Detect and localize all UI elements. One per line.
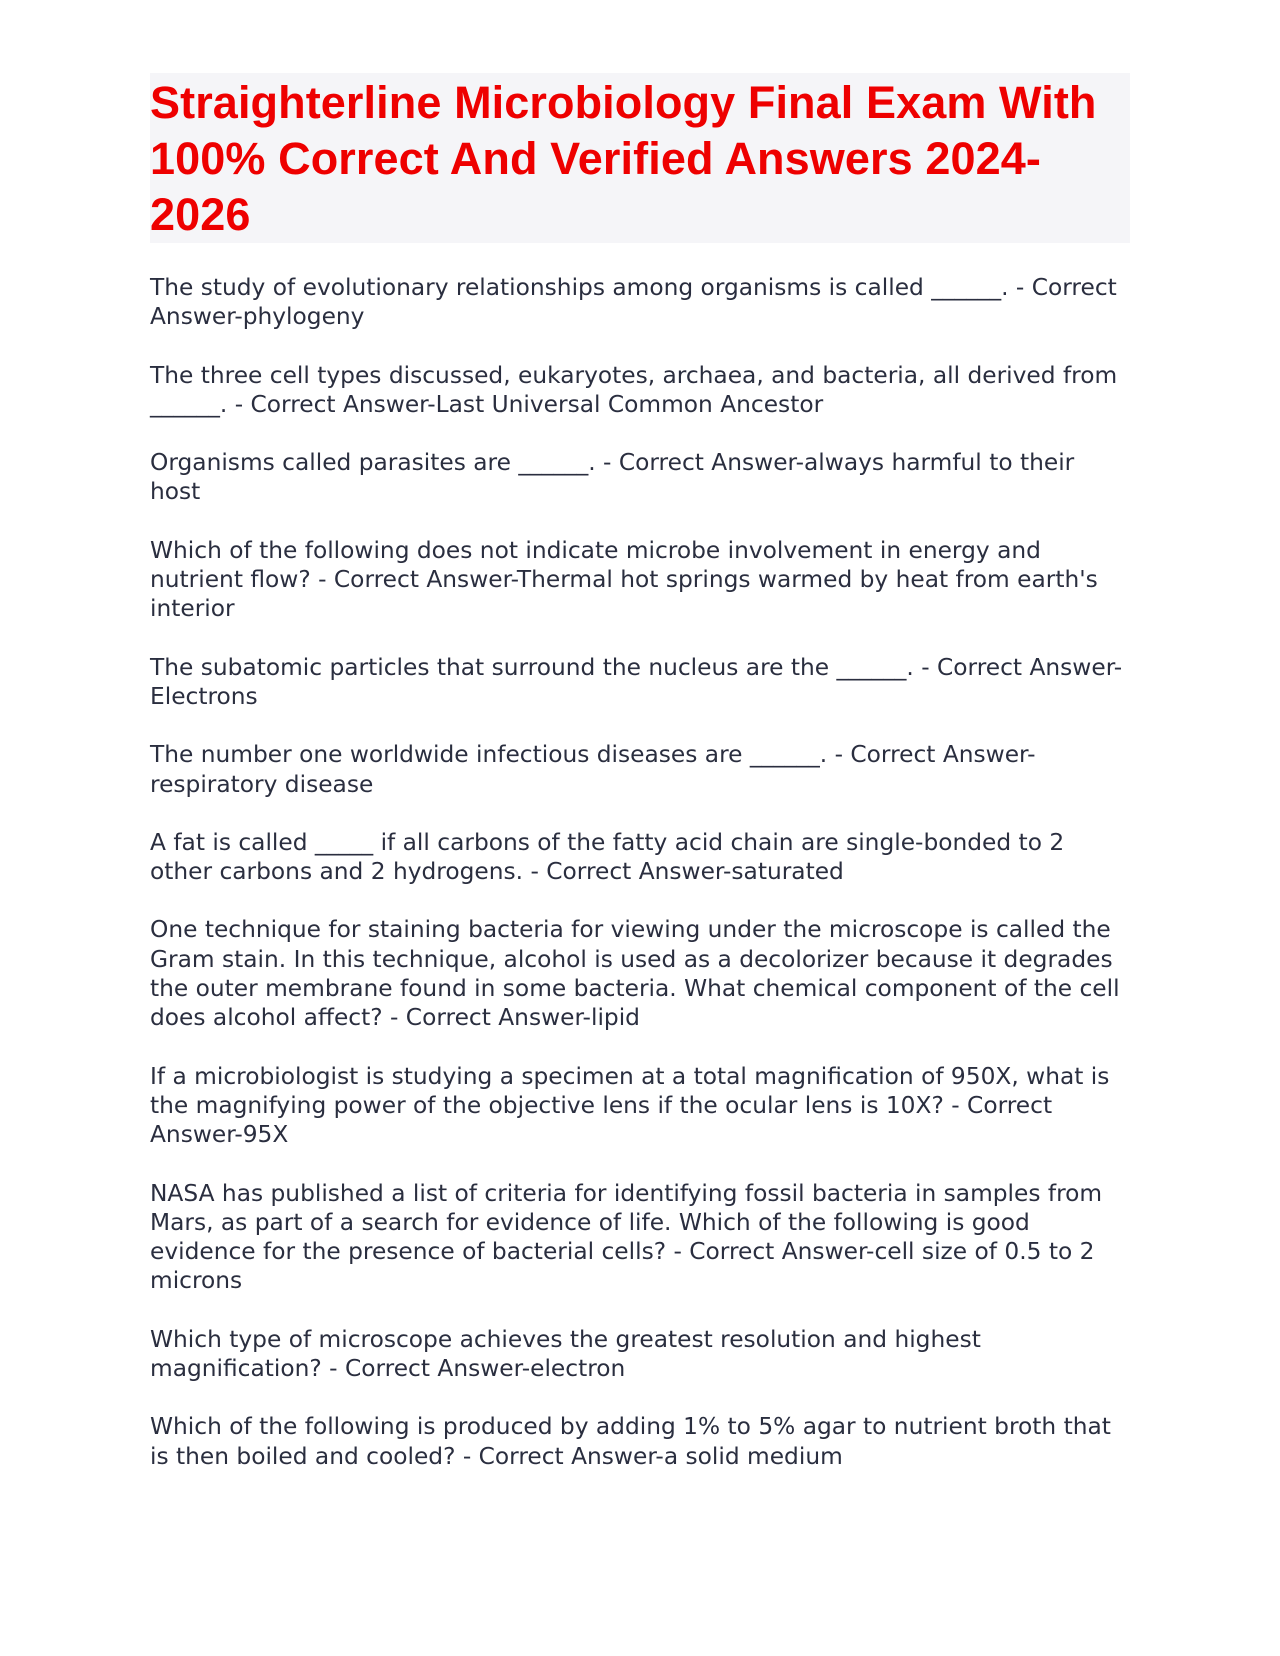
qa-item: Which type of microscope achieves the greatest resolution and highest magnification? - Correct Answer-electron [150,1325,981,1383]
qa-item: The number one worldwide infectious diseases are ______. - Correct Answer-respiratory disease [150,741,1036,798]
qa-item: The subatomic particles that surround the nucleus are the ______. - Correct Answer-Electrons [150,653,1123,710]
qa-item: NASA has published a list of criteria for identifying fossil bacteria in samples from Mars, as part of a search for evidence of life. Which of the following is good evidence for the presence of bacterial cells? - Correct Answer-cell size of 0.5 to 2 microns [150,1179,1103,1295]
document-title: Straighterline Microbiology Final Exam With 100% Correct And Verified Answers 2024-2026 [150,77,1097,240]
qa-item: If a microbiologist is studying a specimen at a total magnification of 950X, what is the magnifying power of the objective lens if the ocular lens is 10X? - Correct Answer-95X [150,1062,1110,1149]
question-answer-list [150,273,1130,1471]
qa-item: Which of the following does not indicate microbe involvement in energy and nutrient flow? - Correct Answer-Thermal hot springs warmed by heat from earth's interior [150,536,1098,623]
qa-item: The three cell types discussed, eukaryotes, archaea, and bacteria, all derived from ______. - Correct Answer-Last Universal Common Ancestor [150,361,1118,418]
qa-item: The study of evolutionary relationships among organisms is called ______. - Correct Answer-phylogeny [150,274,1117,331]
qa-item: Organisms called parasites are ______. - Correct Answer-always harmful to their host [150,449,1075,506]
title-block [150,73,1130,243]
qa-item: A fat is called _____ if all carbons of the fatty acid chain are single-bonded to 2 other carbons and 2 hydrogens. - Correct Answer-saturated [150,828,1065,886]
qa-item: One technique for staining bacteria for viewing under the microscope is called the Gram stain. In this technique, alcohol is used as a decolorizer because it degrades the outer membrane found in some bacteria. What chemical component of the cell does alcohol affect? - Correct Answer-lipid [150,916,1120,1032]
document-page [150,73,1130,1500]
qa-item: Which of the following is produced by adding 1% to 5% agar to nutrient broth that is then boiled and cooled? - Correct Answer-a solid medium [150,1413,1111,1470]
